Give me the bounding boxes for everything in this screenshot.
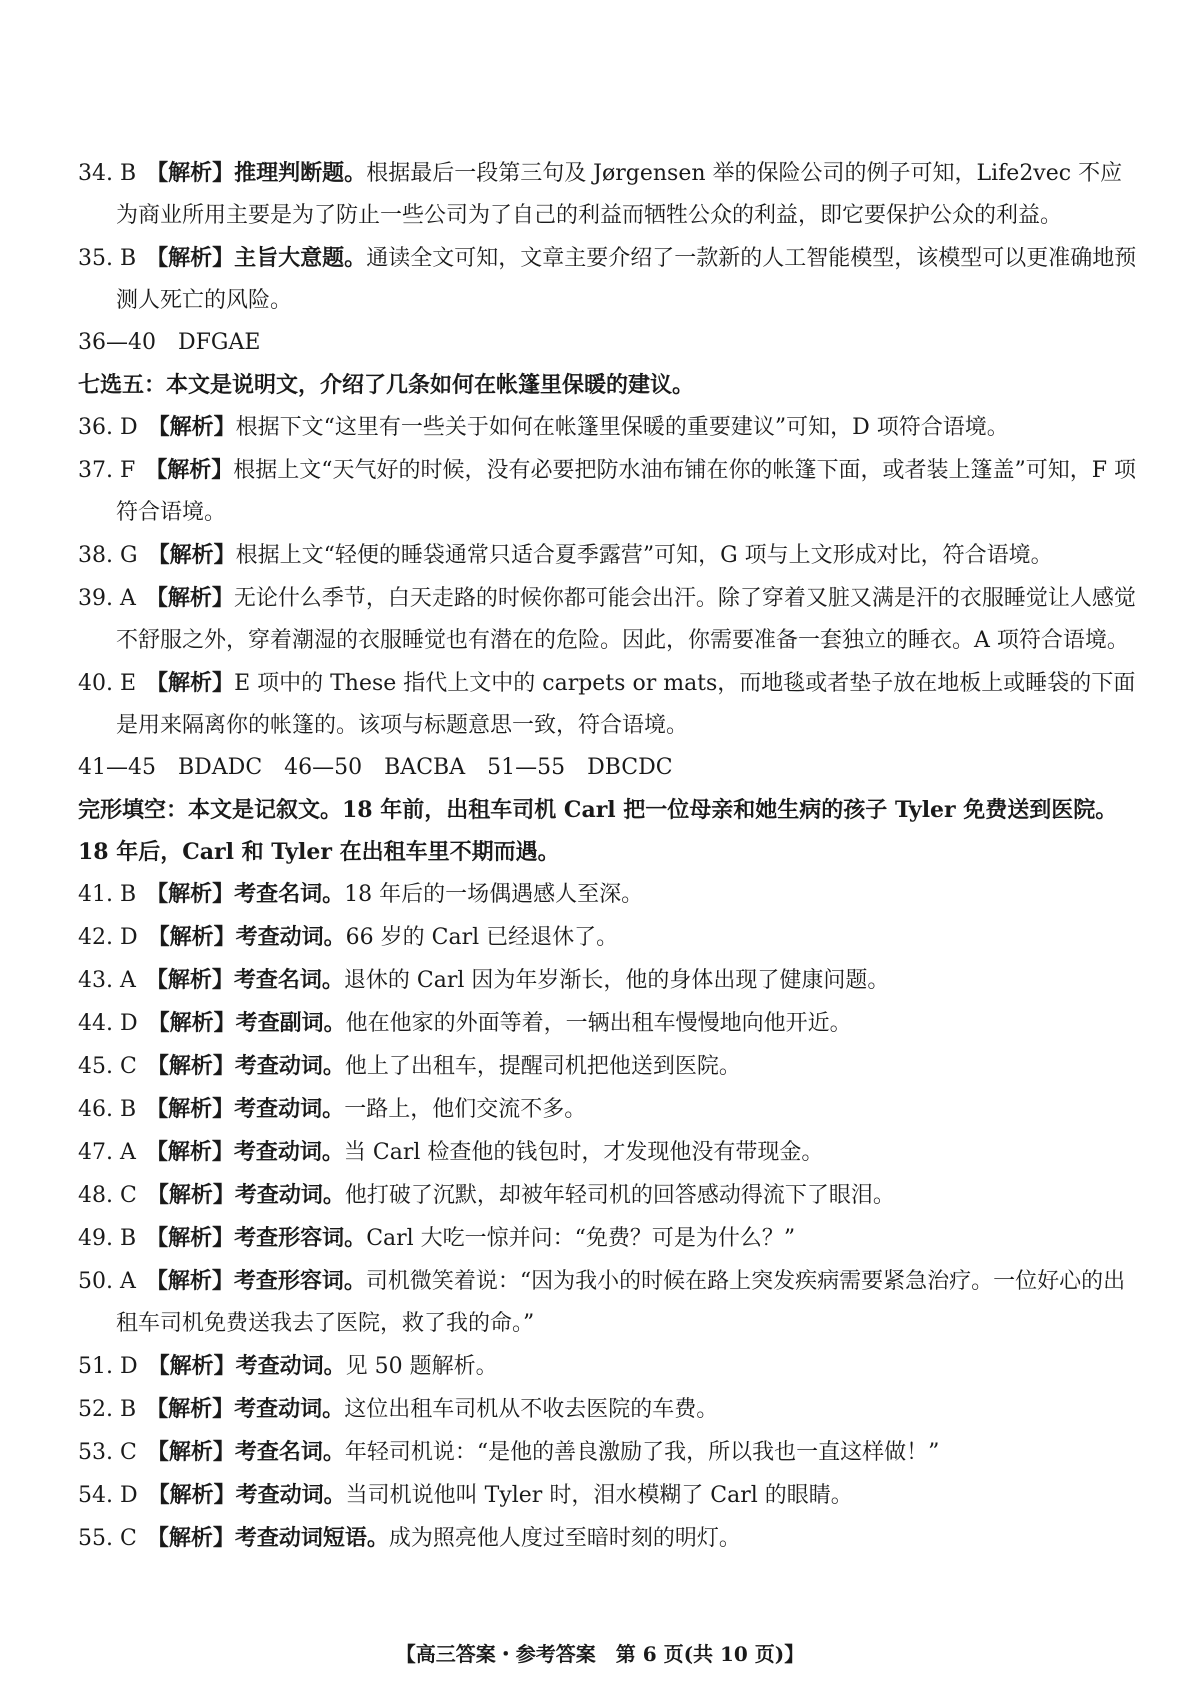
answer-explanation: 根据上文“轻便的睡袋通常只适合夏季露营”可知，G 项与上文形成对比，符合语境。 xyxy=(235,543,1053,568)
question-type: 考查形容词。 xyxy=(233,1268,366,1294)
question-type: 考查动词。 xyxy=(234,1396,345,1422)
answer-item xyxy=(78,1088,1138,1131)
section-heading: 七选五：本文是说明文，介绍了几条如何在帐篷里保暖的建议。 xyxy=(78,372,695,398)
answer-explanation: 退休的 Carl 因为年岁渐长，他的身体出现了健康问题。 xyxy=(343,968,890,993)
analysis-tag: 【解析】 xyxy=(147,1482,236,1508)
analysis-tag: 【解析】 xyxy=(145,585,234,611)
analysis-tag: 【解析】 xyxy=(145,1139,234,1165)
analysis-tag: 【解析】 xyxy=(146,245,235,271)
answer-item xyxy=(78,873,1138,916)
answer-key-line: 36—40 DFGAE xyxy=(78,330,261,355)
question-type: 考查动词。 xyxy=(234,1053,345,1079)
analysis-tag: 【解析】 xyxy=(145,967,234,993)
answer-number: 41. B xyxy=(78,882,137,907)
answer-number: 39. A xyxy=(78,586,136,611)
answer-item xyxy=(78,1131,1138,1174)
answer-explanation: 他在他家的外面等着，一辆出租车慢慢地向他开近。 xyxy=(345,1011,852,1036)
answer-number: 50. A xyxy=(78,1269,136,1294)
answer-item xyxy=(78,577,1138,662)
answer-explanation: 见 50 题解析。 xyxy=(345,1354,498,1379)
answer-number: 49. B xyxy=(78,1226,137,1251)
question-type: 考查形容词。 xyxy=(234,1225,367,1251)
answer-item xyxy=(78,1388,1138,1431)
answer-number: 35. B xyxy=(78,246,137,271)
answer-explanation: 当 Carl 检查他的钱包时，才发现他没有带现金。 xyxy=(343,1140,824,1165)
analysis-tag: 【解析】 xyxy=(147,1010,236,1036)
answer-item xyxy=(78,1174,1138,1217)
answer-key-line: 41—45 BDADC 46—50 BACBA 51—55 DBCDC xyxy=(78,755,673,780)
answer-explanation: 根据下文“这里有一些关于如何在帐篷里保暖的重要建议”可知，D 项符合语境。 xyxy=(235,415,1009,440)
question-type: 考查动词。 xyxy=(233,1139,344,1165)
question-type: 考查动词。 xyxy=(235,924,346,950)
analysis-tag: 【解析】 xyxy=(145,457,234,483)
page-footer: 【高三答案・参考答案 第 6 页(共 10 页)】 xyxy=(395,1642,805,1666)
answer-number: 42. D xyxy=(78,925,138,950)
answer-explanation: 当司机说他叫 Tyler 时，泪水模糊了 Carl 的眼睛。 xyxy=(345,1483,853,1508)
question-type: 考查名词。 xyxy=(233,967,344,993)
question-type: 考查动词。 xyxy=(235,1353,346,1379)
answer-item xyxy=(78,1345,1138,1388)
answer-explanation: Carl 大吃一惊并问：“免费？可是为什么？” xyxy=(366,1226,796,1251)
answer-item xyxy=(78,1431,1138,1474)
question-type: 考查动词。 xyxy=(234,1182,345,1208)
analysis-tag: 【解析】 xyxy=(147,924,236,950)
answer-explanation: 无论什么季节，白天走路的时候你都可能会出汗。除了穿着又脏又满是汗的衣服睡觉让人感觉不舒服之外，穿着潮湿的衣服睡觉也有潜在的危险。因此，你需要准备一套独立的睡衣。A 项符合语境。 xyxy=(116,586,1136,653)
answer-explanation: 一路上，他们交流不多。 xyxy=(344,1097,587,1122)
analysis-tag: 【解析】 xyxy=(147,1353,236,1379)
answer-item xyxy=(78,237,1138,322)
answer-item xyxy=(78,152,1138,237)
answer-number: 47. A xyxy=(78,1140,136,1165)
answer-number: 45. C xyxy=(78,1054,137,1079)
answer-number: 44. D xyxy=(78,1011,138,1036)
answer-item xyxy=(78,1002,1138,1045)
answer-item xyxy=(78,534,1138,577)
answer-number: 38. G xyxy=(78,543,138,568)
answer-explanation: 根据最后一段第三句及 Jørgensen 举的保险公司的例子可知，Life2vec 不应为商业所用主要是为了防止一些公司为了自己的利益而牺牲公众的利益，即它要保护公众的利益。 xyxy=(116,161,1123,228)
answer-item xyxy=(78,662,1138,747)
answer-item xyxy=(78,916,1138,959)
question-type: 推理判断题。 xyxy=(234,160,367,186)
section-heading: 完形填空：本文是记叙文。18 年前，出租车司机 Carl 把一位母亲和她生病的孩子 Tyler 免费送到医院。18 年后，Carl 和 Tyler 在出租车里不期而遇。 xyxy=(78,797,1118,865)
analysis-tag: 【解析】 xyxy=(146,160,235,186)
answer-number: 48. C xyxy=(78,1183,137,1208)
answer-item xyxy=(78,1517,1138,1560)
answer-item xyxy=(78,1217,1138,1260)
analysis-tag: 【解析】 xyxy=(146,1439,235,1465)
analysis-tag: 【解析】 xyxy=(146,1396,235,1422)
question-type: 考查动词短语。 xyxy=(234,1525,389,1551)
answer-explanation: 18 年后的一场偶遇感人至深。 xyxy=(344,882,644,907)
question-type: 考查副词。 xyxy=(235,1010,346,1036)
answer-number: 55. C xyxy=(78,1526,137,1551)
analysis-tag: 【解析】 xyxy=(146,1525,235,1551)
answer-item xyxy=(78,1474,1138,1517)
answer-explanation: E 项中的 These 指代上文中的 carpets or mats，而地毯或者垫子放在地板上或睡袋的下面是用来隔离你的帐篷的。该项与标题意思一致，符合语境。 xyxy=(116,671,1136,738)
analysis-tag: 【解析】 xyxy=(146,1225,235,1251)
answer-explanation: 成为照亮他人度过至暗时刻的明灯。 xyxy=(388,1526,741,1551)
answer-explanation: 司机微笑着说：“因为我小的时候在路上突发疾病需要紧急治疗。一位好心的出租车司机免费送我去了医院，救了我的命。” xyxy=(116,1269,1126,1336)
answer-item xyxy=(78,959,1138,1002)
analysis-tag: 【解析】 xyxy=(146,670,235,696)
answer-explanation: 66 岁的 Carl 已经退休了。 xyxy=(345,925,619,950)
analysis-tag: 【解析】 xyxy=(147,542,236,568)
answer-explanation: 通读全文可知，文章主要介绍了一款新的人工智能模型，该模型可以更准确地预测人死亡的风险。 xyxy=(116,246,1137,313)
answer-number: 51. D xyxy=(78,1354,138,1379)
answer-number: 37. F xyxy=(78,458,136,483)
answer-number: 54. D xyxy=(78,1483,138,1508)
question-type: 考查名词。 xyxy=(234,1439,345,1465)
answer-number: 36. D xyxy=(78,415,138,440)
answer-explanation: 根据上文“天气好的时候，没有必要把防水油布铺在你的帐篷下面，或者装上篷盖”可知，F 项符合语境。 xyxy=(116,458,1137,525)
analysis-tag: 【解析】 xyxy=(146,1053,235,1079)
analysis-tag: 【解析】 xyxy=(146,1096,235,1122)
answer-number: 53. C xyxy=(78,1440,137,1465)
answer-number: 46. B xyxy=(78,1097,137,1122)
answer-explanation: 年轻司机说：“是他的善良激励了我，所以我也一直这样做！” xyxy=(344,1440,940,1465)
question-type: 主旨大意题。 xyxy=(234,245,367,271)
answer-content xyxy=(78,152,1138,1560)
answer-item xyxy=(78,449,1138,534)
answer-number: 52. B xyxy=(78,1397,137,1422)
analysis-tag: 【解析】 xyxy=(147,414,236,440)
answer-explanation: 他上了出租车，提醒司机把他送到医院。 xyxy=(344,1054,741,1079)
answer-item xyxy=(78,1260,1138,1345)
analysis-tag: 【解析】 xyxy=(145,1268,234,1294)
question-type: 考查动词。 xyxy=(234,1096,345,1122)
analysis-tag: 【解析】 xyxy=(146,881,235,907)
answer-explanation: 这位出租车司机从不收去医院的车费。 xyxy=(344,1397,719,1422)
answer-item xyxy=(78,406,1138,449)
question-type: 考查名词。 xyxy=(234,881,345,907)
analysis-tag: 【解析】 xyxy=(146,1182,235,1208)
answer-number: 43. A xyxy=(78,968,136,993)
answer-item xyxy=(78,1045,1138,1088)
answer-number: 34. B xyxy=(78,161,137,186)
question-type: 考查动词。 xyxy=(235,1482,346,1508)
answer-explanation: 他打破了沉默，却被年轻司机的回答感动得流下了眼泪。 xyxy=(344,1183,895,1208)
answer-number: 40. E xyxy=(78,671,137,696)
